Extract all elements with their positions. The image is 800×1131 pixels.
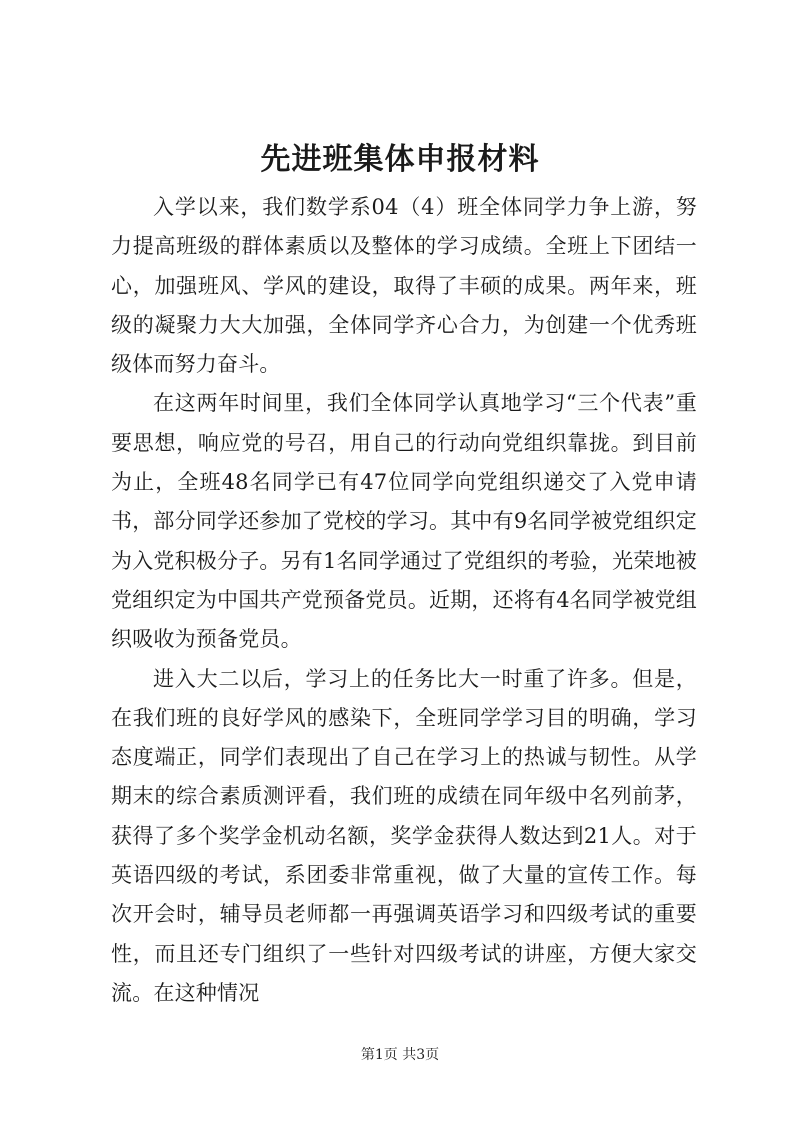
paragraph-3: 进入大二以后，学习上的任务比大一时重了许多。但是，在我们班的良好学风的感染下，全班同学学习目的明确，学习态度端正，同学们表现出了自己在学习上的热诚与韧性。从学期末的综合素质测评看，我们班的成绩在同年级中名列前茅，获得了多个奖学金机动名额，奖学金获得人数达到21人。对于英语四级的考试，系团委非常重视，做了大量的宣传工作。每次开会时，辅导员老师都一再强调英语学习和四级考试的重要性，而且还专门组织了一些针对四级考试的讲座，方便大家交流。在这种情况 <box>111 666 697 1005</box>
paragraph-2: 在这两年时间里，我们全体同学认真地学习“三个代表”重要思想，响应党的号召，用自己的行动向党组织靠拢。到目前为止，全班48名同学已有47位同学向党组织递交了入党申请书，部分同学还参加了党校的学习。其中有9名同学被党组织定为入党积极分子。另有1名同学通过了党组织的考验，光荣地被党组织定为中国共产党预备党员。近期，还将有4名同学被党组织吸收为预备党员。 <box>111 391 697 652</box>
paragraph-1: 入学以来，我们数学系04（4）班全体同学力争上游，努力提高班级的群体素质以及整体的学习成绩。全班上下团结一心，加强班风、学风的建设，取得了丰硕的成果。两年来，班级的凝聚力大大加强，全体同学齐心合力，为创建一个优秀班级体而努力奋斗。 <box>111 195 697 377</box>
page-footer: 第1页 共3页 <box>360 1047 440 1063</box>
document-title: 先进班集体申报材料 <box>260 142 540 177</box>
document-body <box>111 188 697 1013</box>
